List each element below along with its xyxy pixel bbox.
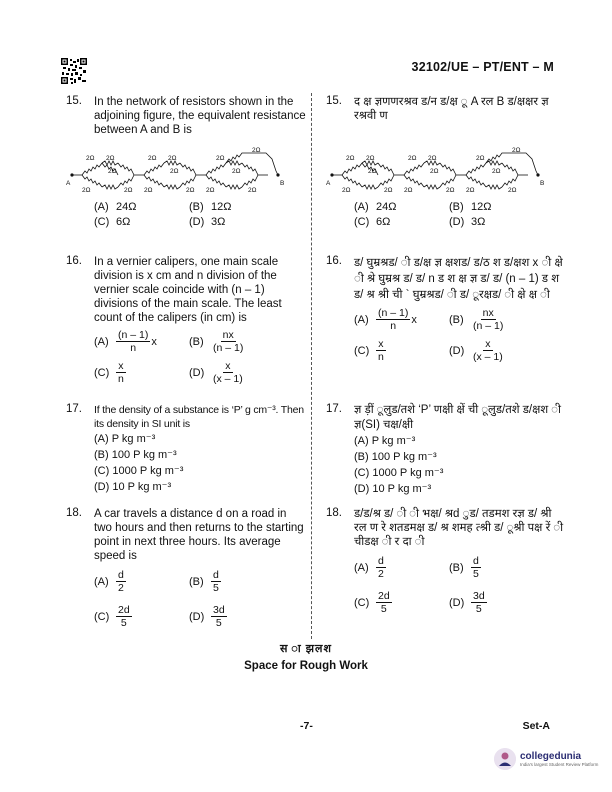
resistor-label: 2Ω: [476, 155, 485, 162]
options: [94, 569, 306, 629]
question-17-en: [66, 403, 306, 495]
resistor-label: 2Ω: [384, 187, 393, 193]
option-b[interactable]: (B) 12Ω: [449, 201, 492, 213]
option-a[interactable]: (A) 24Ω: [94, 201, 137, 213]
option-c[interactable]: (C) 6Ω: [94, 216, 131, 228]
option-d[interactable]: (D) 3Ω: [189, 216, 226, 228]
options: [354, 555, 566, 615]
node-a-label: A: [66, 180, 71, 187]
option-b[interactable]: (B) $\frac{nx}{(n - 1)}$: [449, 307, 504, 332]
node-b-label: B: [280, 180, 285, 187]
brand-tagline: India's largest Student Review Platform: [520, 762, 599, 767]
node-b-label: B: [540, 180, 545, 187]
option-b[interactable]: (B) 12Ω: [189, 201, 232, 213]
resistor-label: 2Ω: [148, 155, 157, 162]
resistor-network-diagram: [326, 145, 556, 193]
question-text-hindi: ड/ घुम्रश्रड/ ी ड/क्ष ज्ञ क्षशड/ ड/ठ श ड/क्षश x ी क्षे ी श्रे घुम्रश्र ड/ ड/ n ड श क्ष ज्ञ ड/ ड/ (n – 1) ड श ड/ श्र श्री ची ` घुम्रश्रड/ ी ड/ ूरक्षड/ ी क्षे क्ष ी: [354, 257, 563, 301]
resistor-label: 2Ω: [492, 168, 501, 175]
resistor-label: 2Ω: [168, 155, 177, 162]
resistor-label: 2Ω: [232, 168, 241, 175]
option-a[interactable]: (A) 24Ω: [354, 201, 397, 213]
question-number: 17.: [326, 403, 342, 415]
question-15-en: [66, 95, 306, 228]
option-a[interactable]: (A) P kg m⁻³: [354, 435, 416, 447]
question-17-hi: [326, 403, 566, 497]
resistor-label: 2Ω: [170, 168, 179, 175]
resistor-label: 2Ω: [446, 187, 455, 193]
option-b[interactable]: (B) $\frac{d}{5}$: [449, 555, 479, 580]
brand-watermark: [494, 748, 598, 770]
question-text-hindi: द क्ष ज्ञणणरश्रव ड/न ड/क्ष ू A रल B ड/क्षक्षर ज्ञ रश्रवी ण: [354, 96, 549, 122]
question-text-hindi: ड/ड/श्र ड/ ी ी भक्ष/ श्रd ुड/ तडमश रज्ञ ड/ श्री रल ण रे शतडमक्ष ड/ श्र शमह त्श्री ड/ ूश्री पक्ष रें ी चीडक्ष ी र दा ी: [354, 508, 564, 548]
option-b[interactable]: (B) 100 P kg m⁻³: [354, 451, 437, 463]
resistor-network-diagram: [66, 145, 296, 193]
resistor-label: 2Ω: [108, 168, 117, 175]
resistor-label: 2Ω: [252, 147, 261, 154]
option-c[interactable]: (C) 6Ω: [354, 216, 391, 228]
option-d[interactable]: (D) 10 P kg m⁻³: [94, 481, 172, 493]
page-number: -7-: [300, 720, 313, 732]
resistor-label: 2Ω: [144, 187, 153, 193]
resistor-label: 2Ω: [368, 168, 377, 175]
options: [354, 433, 566, 497]
option-a[interactable]: (A) $\frac{d}{2}$: [94, 569, 124, 594]
question-text-hindi: ज्ञ ड़ीं ूलुड/तशे ‘P’ णक्षी क्षें ची ूलुड/तशे ड/क्षश ी ज्ञ(SI) चक्ष/क्षी: [354, 404, 561, 431]
option-b[interactable]: (B) $\frac{d}{5}$: [189, 569, 219, 594]
options: [94, 201, 306, 228]
option-d[interactable]: (D) $\frac{x}{(x - 1)}$: [449, 338, 503, 363]
option-c[interactable]: (C) $\frac{2d}{5}$: [94, 604, 130, 629]
question-number: 18.: [326, 507, 342, 519]
resistor-label: 2Ω: [404, 187, 413, 193]
options: [354, 201, 566, 228]
brand-logo-icon: [494, 748, 516, 770]
resistor-label: 2Ω: [346, 155, 355, 162]
set-label: Set-A: [522, 720, 550, 732]
question-text: A car travels a distance d on a road in two hours and then returns to the starting point in next three hours. Its average speed is: [94, 508, 304, 562]
question-number: 16.: [326, 255, 342, 267]
resistor-label: 2Ω: [206, 187, 215, 193]
question-text: If the density of a substance is ‘P’ g cm⁻³. Then its density in SI unit is: [94, 404, 304, 430]
resistor-label: 2Ω: [512, 147, 521, 154]
qr-code-icon: [61, 58, 87, 84]
question-number: 16.: [66, 255, 82, 267]
resistor-label: 2Ω: [186, 187, 195, 193]
resistor-label: 2Ω: [86, 155, 95, 162]
option-c[interactable]: (C) $\frac{2d}{5}$: [354, 590, 390, 615]
resistor-label: 2Ω: [466, 187, 475, 193]
options: [354, 307, 566, 363]
question-18-en: [66, 507, 306, 629]
question-number: 17.: [66, 403, 82, 415]
option-c[interactable]: (C) $\frac{x}{n}$: [354, 338, 384, 363]
option-d[interactable]: (D) 10 P kg m⁻³: [354, 483, 432, 495]
resistor-label: 2Ω: [342, 187, 351, 193]
option-a[interactable]: (A) $\frac{(n - 1)}{n}$ x: [94, 329, 157, 354]
paper-code: 32102/UE – PT/ENT – M: [411, 60, 554, 74]
option-a[interactable]: (A) P kg m⁻³: [94, 433, 156, 445]
question-15-hi: [326, 95, 566, 228]
node-a-label: A: [326, 180, 331, 187]
question-number: 15.: [66, 95, 82, 107]
resistor-label: 2Ω: [366, 155, 375, 162]
option-c[interactable]: (C) $\frac{x}{n}$: [94, 360, 124, 385]
option-a[interactable]: (A) $\frac{(n - 1)}{n}$ x: [354, 307, 417, 332]
option-d[interactable]: (D) 3Ω: [449, 216, 486, 228]
option-b[interactable]: (B) $\frac{nx}{(n - 1)}$: [189, 329, 244, 354]
brand-name: collegedunia: [520, 751, 582, 762]
option-c[interactable]: (C) 1000 P kg m⁻³: [94, 465, 184, 477]
resistor-label: 2Ω: [408, 155, 417, 162]
option-b[interactable]: (B) 100 P kg m⁻³: [94, 449, 177, 461]
question-18-hi: [326, 507, 566, 615]
question-16-en: [66, 255, 306, 385]
option-c[interactable]: (C) 1000 P kg m⁻³: [354, 467, 444, 479]
resistor-label: 2Ω: [82, 187, 91, 193]
question-number: 15.: [326, 95, 342, 107]
option-d[interactable]: (D) $\frac{3d}{5}$: [449, 590, 485, 615]
question-text: In a vernier calipers, one main scale division is x cm and n division of the vernier scale coincide with (n – 1) divisions of the main scale. The least count of the calipers (in cm) is: [94, 256, 282, 324]
resistor-label: 2Ω: [216, 155, 225, 162]
question-text: In the network of resistors shown in the adjoining figure, the equivalent resistance between A and B is: [94, 96, 306, 136]
option-a[interactable]: (A) $\frac{d}{2}$: [354, 555, 384, 580]
rough-work-title-hindi: स ा झलश: [280, 643, 332, 655]
rough-work-title: Space for Rough Work: [244, 660, 368, 672]
resistor-label: 2Ω: [430, 168, 439, 175]
resistor-label: 2Ω: [428, 155, 437, 162]
options: [94, 329, 306, 385]
options: [94, 431, 306, 495]
column-divider: [311, 93, 312, 639]
resistor-label: 2Ω: [508, 187, 517, 193]
resistor-label: 2Ω: [248, 187, 257, 193]
question-16-hi: [326, 255, 566, 363]
resistor-label: 2Ω: [106, 155, 115, 162]
option-d[interactable]: (D) $\frac{x}{(x - 1)}$: [189, 360, 243, 385]
question-number: 18.: [66, 507, 82, 519]
option-d[interactable]: (D) $\frac{3d}{5}$: [189, 604, 225, 629]
resistor-label: 2Ω: [124, 187, 133, 193]
